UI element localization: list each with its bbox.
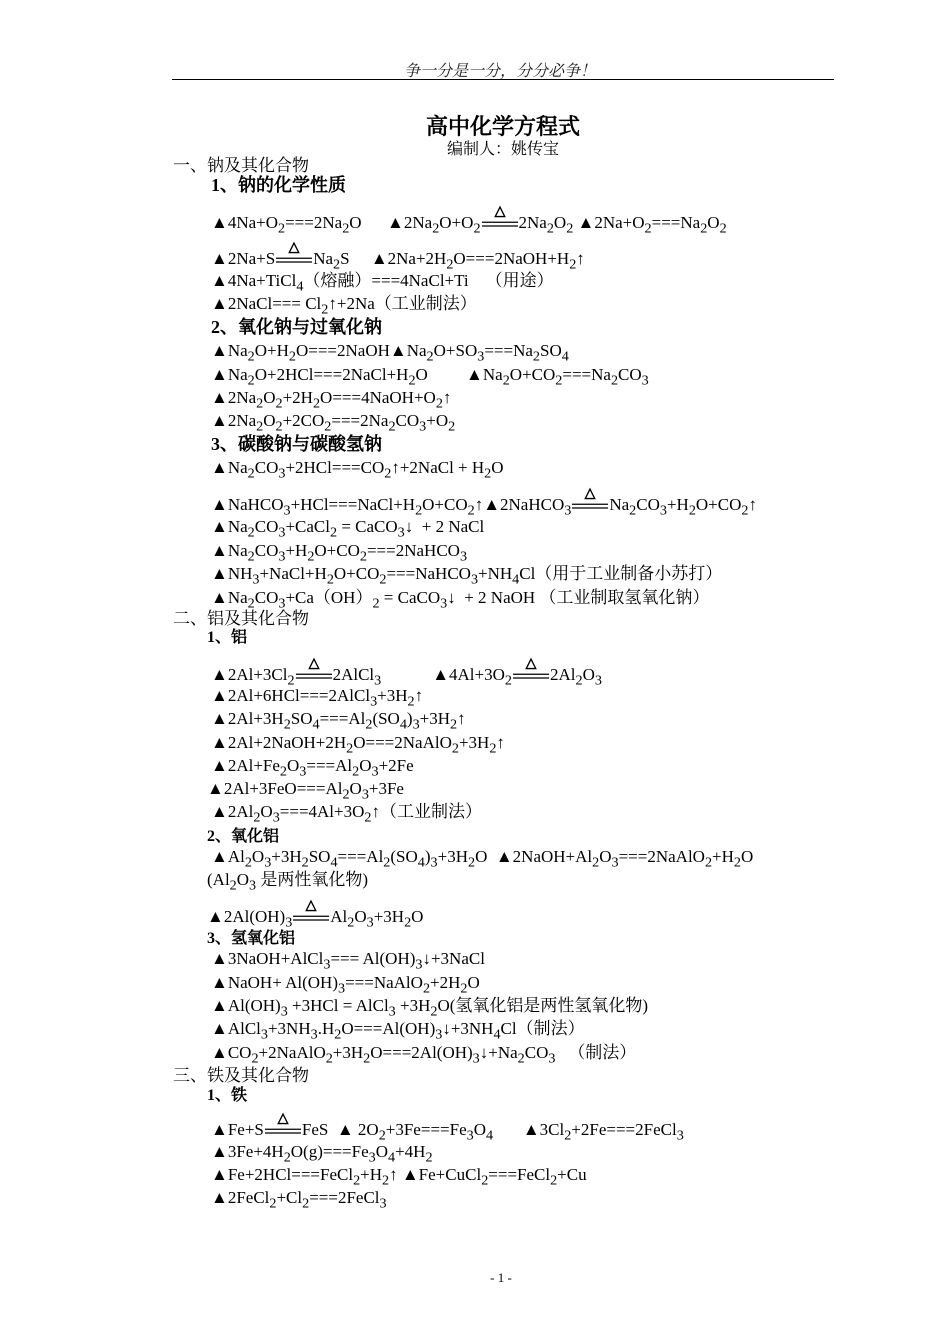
equation-line: $▲4Na+O_2===2Na_2O$ $▲2Na_2O+O_2$ $2Na_2O_2$ $▲2Na+O_2===Na_2O_2$ [211,204,727,239]
equation-line: $▲2Na_2O_2+2CO_2===2Na_2CO_3+O_2$ [211,411,456,435]
equation-line: $▲2Al+3Cl_2$ 2AlCl$_3$ $▲4Al+3O_2$ $2Al_2O_3$ [211,656,602,691]
equation-line: $▲NH_3+NaCl+H_2O+CO_2===NaHCO_3+NH_4Cl$（用于工业制备小苏打） [211,564,723,588]
equation-line: $▲2Al(OH)_3$ $Al_2O_3+3H_2O$ [207,898,423,933]
equation-line: $▲AlCl_3+3NH_3.H_2O===Al(OH)_3↓+3NH_4Cl$（制法） [211,1019,585,1043]
heating-condition-icon [264,1111,302,1138]
subsection-heading: 2、氧化铝 [207,828,280,845]
equation-line: $▲3Fe+4H_2O(g)===Fe_3O_4+4H_2$ [211,1142,433,1166]
equation-line: $▲NaHCO_3+HCl===NaCl+H_2O+CO_2↑▲2NaHCO_3$ $Na_2CO_3+H_2O+CO_2↑$ [211,486,757,521]
equation-line: $▲CO_2+2NaAlO_2+3H_2O===2Al(OH)_3↓+Na_2CO_3$ （制法） [211,1043,637,1067]
subsection-heading: 3、碳酸钠与碳酸氢钠 [211,434,382,454]
subsection-heading: 1、铁 [207,1087,248,1104]
equation-line: ▲Fe+S FeS ▲ $2O_2+3Fe===Fe_3O_4$ $▲3Cl_2+2Fe===2FeCl_3$ [211,1111,684,1146]
equation-line: $▲2Al_2O_3===4Al+3O_2↑$（工业制法） [211,802,482,826]
heating-condition-icon [481,204,519,231]
section-heading: 一、钠及其化合物 [173,156,309,175]
running-header: 争一分是一分，分分必争！ [403,63,596,80]
equation-line: $▲Na_2O+2HCl===2NaCl+H_2O$ $▲Na_2O+CO_2===Na_2CO_3$ [211,365,649,389]
subsection-heading: 1、钠的化学性质 [211,175,346,195]
equation-line: ▲NaOH+ $Al(OH)_3===NaAlO_2+2H_2O$ [211,973,480,997]
equation-line: ($Al_2O_3$ 是两性氧化物) [207,870,369,894]
equation-line: $▲Na_2CO_3+H_2O+CO_2===2NaHCO_3$ [211,541,468,565]
equation-line: ▲2NaCl=== $Cl_2↑+2Na$（工业制法） [211,294,477,318]
section-heading: 二、铝及其化合物 [173,609,309,628]
heating-condition-icon [275,240,313,267]
equation-line: $▲Na_2O+H_2O===2NaOH▲Na_2O+SO_3===Na_2SO_4$ [211,341,569,365]
section-heading: 三、铁及其化合物 [173,1066,309,1085]
document-title: 高中化学方程式 [425,114,580,139]
equation-line: $▲Na_2CO_3+Ca(OH)_2$ = CaCO$_3$↓ + 2 NaOH （工业制取氢氧化钠） [211,588,710,612]
equation-line: $▲2Al+Fe_2O_3===Al_2O_3+2Fe$ [211,756,414,780]
equation-line: ▲4Na+TiCl$_4$（熔融）===4NaCl+Ti （用途） [211,271,554,295]
heating-condition-icon [295,656,333,683]
subsection-heading: 3、氢氧化铝 [207,930,296,947]
equation-line: $▲Na_2CO_3+2HCl===CO_2↑+2NaCl + H_2O$ [211,458,504,482]
equation-line: $▲Al_2O_3+3H_2SO_4===Al_2(SO_4)_3+3H_2O$ $▲2NaOH+Al_2O_3===2NaAlO_2+H_2O$ [211,847,754,871]
equation-line: $▲2Al+3H_2SO_4===Al_2(SO_4)_3+3H_2↑$ [211,709,466,733]
heating-condition-icon [292,898,330,925]
subsection-heading: 2、氧化钠与过氧化钠 [211,317,382,337]
equation-line: $▲2Al+6HCl===2AlCl_3+3H_2↑$ [211,686,424,710]
equation-line: $▲Na_2CO_3+CaCl_2$ = CaCO$_3$↓ + 2 NaCl [211,517,485,541]
heating-condition-icon [571,486,609,513]
equation-line: ▲2Na+S $Na_2S$ $▲2Na+2H_2O===2NaOH+H_2↑$ [211,240,585,275]
equation-line: $▲Fe+2HCl===FeCl_2+H_2↑$ ▲Fe+CuCl$_2$===FeCl$_2$+Cu [211,1165,587,1189]
equation-line: $▲Al(OH)_3 +3HCl$ = AlCl$_3$ $+3H_2O$(氢氧化铝是两性氢氧化物) [211,996,649,1020]
header-divider [172,79,834,80]
page-number: - 1 - [490,1270,512,1285]
document-author: 编制人：姚传宝 [446,141,559,158]
subsection-heading: 1、铝 [207,629,248,646]
equation-line: $▲2Al+2NaOH+2H_2O===2NaAlO_2+3H_2↑$ [211,733,505,757]
equation-line: $▲2Na_2O_2+2H_2O===4NaOH+O_2↑$ [211,388,452,412]
equation-line: ▲3NaOH+AlCl$_3$=== $Al(OH)_3↓+3NaCl$ [211,949,485,973]
equation-line: $▲2Al+3FeO===Al_2O_3+3Fe$ [207,779,404,803]
equation-line: $▲2FeCl_2+Cl_2===2FeCl_3$ [211,1188,387,1212]
heating-condition-icon [512,656,550,683]
